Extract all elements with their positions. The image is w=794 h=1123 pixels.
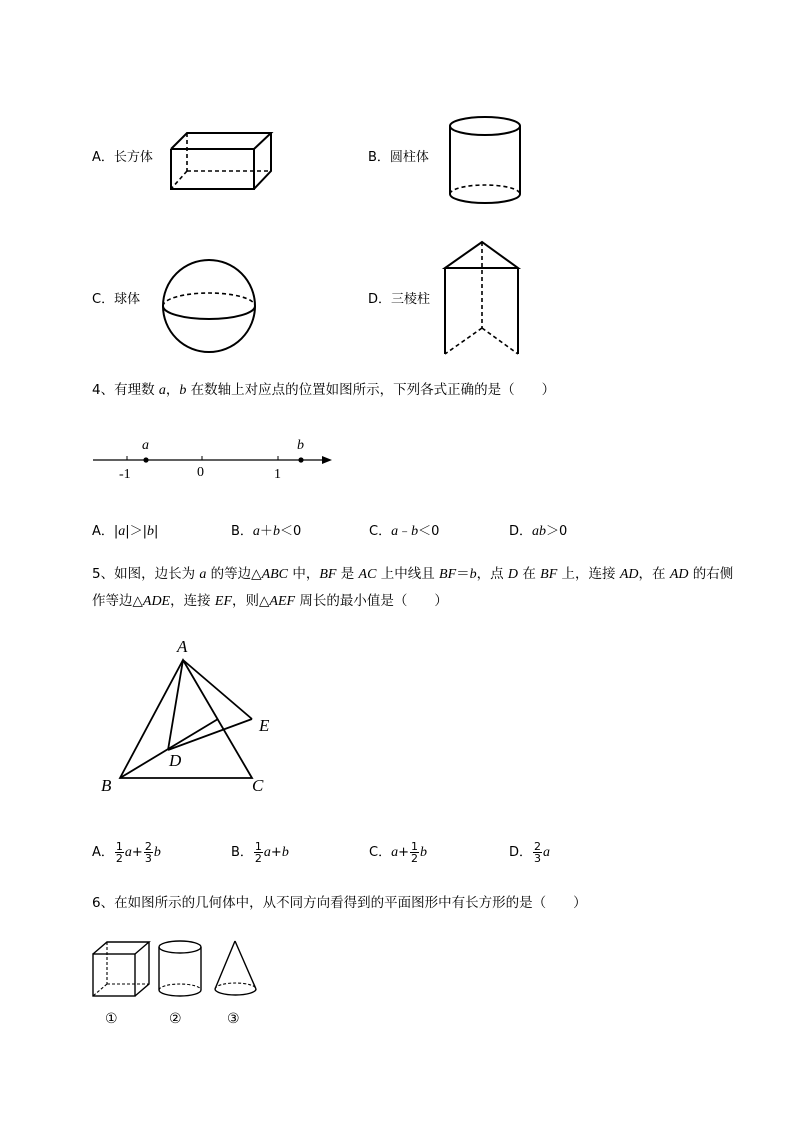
- q5-option-b: B． $\frac{1}{2}$ a+b: [231, 840, 289, 865]
- figure-label-1: ①: [105, 1011, 118, 1027]
- point-a: [143, 457, 148, 462]
- point-b: [298, 457, 303, 462]
- tick-label-one: 1: [274, 467, 281, 482]
- q5-stem-line1: 5、如图，边长为 a 的等边△ABC 中，BF 是 AC 上中线且 BF＝b，点 D 在 BF 上，连接 AD，在 AD 的右侧: [92, 566, 734, 582]
- small-cylinder-figure: [156, 938, 206, 1002]
- q4-option-d: D．ab＞0: [509, 524, 568, 539]
- vertex-a-label: A: [177, 637, 188, 656]
- tick-label-minus-one: -1: [119, 467, 131, 482]
- sphere-figure: [160, 258, 260, 358]
- cylinder-figure: [445, 112, 527, 212]
- q4-option-a: A．|a|＞|b|: [92, 524, 159, 539]
- vertex-b-label: B: [101, 776, 112, 795]
- point-d-label: D: [169, 751, 182, 770]
- q5-option-c: C．a+ $\frac{1}{2}$ b: [369, 840, 427, 865]
- q3-option-a-label: A．长方体: [92, 150, 153, 165]
- point-e-label: E: [259, 716, 270, 735]
- cube-figure: [90, 938, 154, 1002]
- q6-stem: 6、在如图所示的几何体中，从不同方向看得到的平面图形中有长方形的是（ ）: [92, 895, 587, 911]
- point-b-label: b: [297, 438, 304, 453]
- q5-stem-line2: 作等边△ADE，连接 EF，则△AEF 周长的最小值是（ ）: [92, 593, 448, 609]
- q3-option-d-label: D．三棱柱: [368, 292, 431, 307]
- triangular-prism-figure: [440, 238, 524, 360]
- q4-option-b: B．a＋b＜0: [231, 524, 302, 539]
- q5-option-a: A． $\frac{1}{2}$ a+ $\frac{2}{3}$ b: [92, 840, 161, 865]
- q5-option-d: D． $\frac{2}{3}$ a: [509, 840, 551, 865]
- point-a-label: a: [142, 438, 149, 453]
- tick-label-zero: 0: [197, 465, 204, 480]
- cone-figure: [212, 938, 262, 1002]
- vertex-c-label: C: [252, 776, 264, 795]
- q4-stem: 4、有理数 a，b 在数轴上对应点的位置如图所示，下列各式正确的是（ ）: [92, 382, 556, 398]
- figure-label-2: ②: [169, 1011, 182, 1027]
- q3-option-b-label: B．圆柱体: [368, 150, 429, 165]
- q3-option-c-label: C．球体: [92, 292, 141, 307]
- cuboid-figure: [165, 125, 277, 195]
- q4-option-c: C．a﹣b＜0: [369, 524, 440, 539]
- figure-label-3: ③: [227, 1011, 240, 1027]
